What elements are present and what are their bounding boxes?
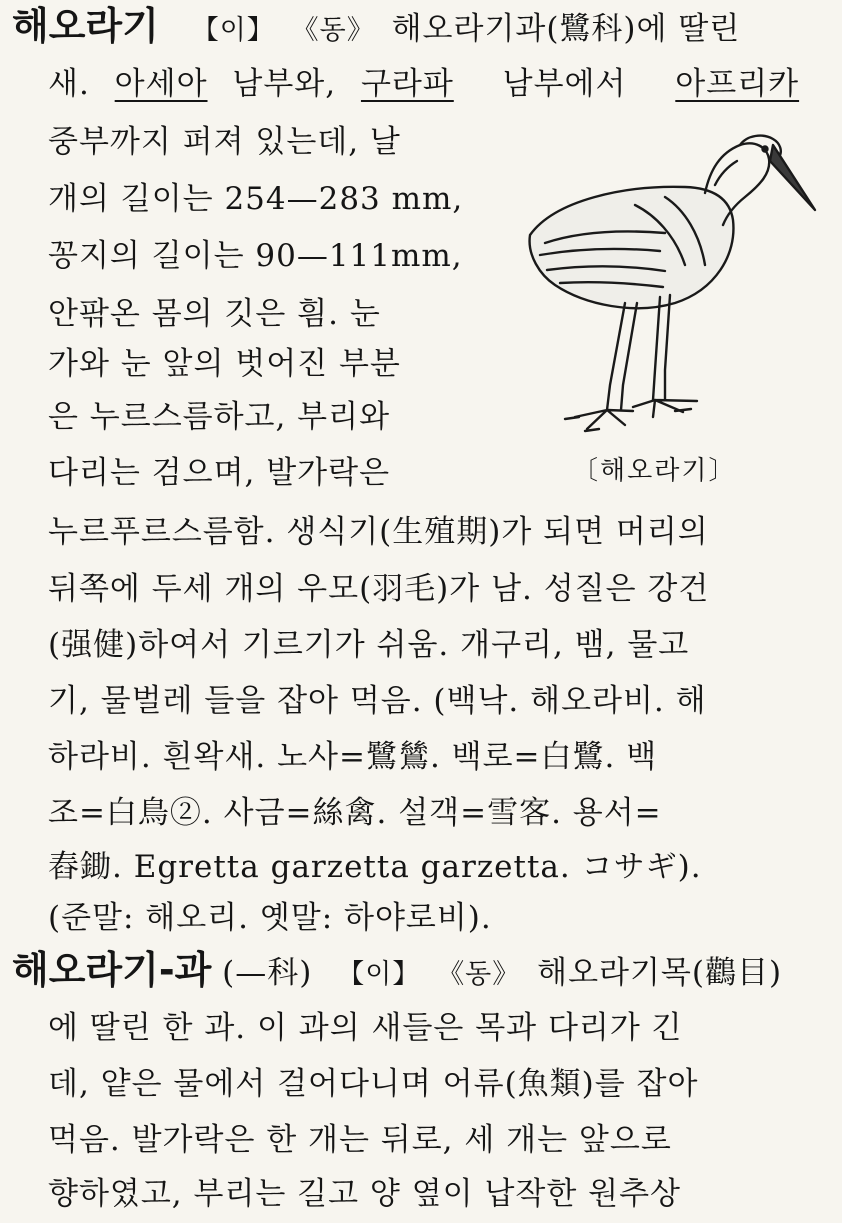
place-name-europe: 구라파 xyxy=(360,66,454,102)
entry-2-field-marker: 《동》 xyxy=(437,959,521,990)
illustration-caption: 〔해오라기〕 xyxy=(572,456,737,486)
text-line: 조=白鳥②. 사금=絲禽. 설객=雪客. 용서= xyxy=(48,795,662,831)
entry-2-hanja: (—科) xyxy=(222,955,313,991)
egret-illustration xyxy=(515,125,825,435)
entry-2-header-line xyxy=(12,950,782,995)
text-line: 다리는 검으며, 발가락은 xyxy=(48,455,391,491)
text-line: 가와 눈 앞의 벗어진 부분 xyxy=(48,346,401,382)
entry-2-definition-start: 해오라기목(鸛目) xyxy=(537,955,783,991)
text-line: 안팎온 몸의 깃은 흼. 눈 xyxy=(48,296,381,332)
text-line: 개의 길이는 254—283 mm, xyxy=(48,181,464,217)
entry-1-header-line xyxy=(12,6,740,51)
line-2-text-c: 남부에서 xyxy=(502,66,627,102)
text-line: 기, 물벌레 들을 잡아 먹음. (백낙. 해오라비. 해 xyxy=(48,683,707,719)
entry-2-headword: 해오라기-과 xyxy=(12,948,212,992)
entry-1-pos-marker: 【이】 xyxy=(191,15,275,46)
entry-1-definition-start: 해오라기과(鷺科)에 딸린 xyxy=(391,11,741,47)
text-line: (强健)하여서 기르기가 쉬움. 개구리, 뱀, 물고 xyxy=(48,627,690,663)
entry-2-pos-marker: 【이】 xyxy=(337,959,421,990)
entry-1-field-marker: 《동》 xyxy=(291,15,375,46)
text-line: 舂鋤. Egretta garzetta garzetta. コサギ). xyxy=(48,849,702,885)
text-line: 먹음. 발가락은 한 개는 뒤로, 세 개는 앞으로 xyxy=(48,1122,672,1158)
text-line: 하라비. 흰왁새. 노사=鷺鷥. 백로=白鷺. 백 xyxy=(48,739,658,775)
line-2-text-a: 새. xyxy=(48,66,90,102)
text-line: 중부까지 퍼져 있는데, 날 xyxy=(48,124,401,160)
text-line: 데, 얕은 물에서 걸어다니며 어류(魚類)를 잡아 xyxy=(48,1066,699,1102)
entry-1-line-2 xyxy=(48,64,799,104)
place-name-africa: 아프리카 xyxy=(675,66,800,102)
text-line: 은 누르스름하고, 부리와 xyxy=(48,399,391,435)
text-line: 뒤쪽에 두세 개의 우모(羽毛)가 남. 성질은 강건 xyxy=(48,571,710,607)
text-line: 누르푸르스름함. 생식기(生殖期)가 되면 머리의 xyxy=(48,514,709,550)
text-line: (준말: 해오리. 옛말: 하야로비). xyxy=(48,900,492,936)
text-line: 향하였고, 부리는 길고 양 옆이 납작한 원추상 xyxy=(48,1176,682,1212)
text-line: 꽁지의 길이는 90—111mm, xyxy=(48,238,463,274)
line-2-text-b: 남부와, xyxy=(232,66,337,102)
text-line: 에 딸린 한 과. 이 과의 새들은 목과 다리가 긴 xyxy=(48,1010,683,1046)
entry-1-headword: 해오라기 xyxy=(12,4,159,48)
place-name-asia: 아세아 xyxy=(114,66,208,102)
